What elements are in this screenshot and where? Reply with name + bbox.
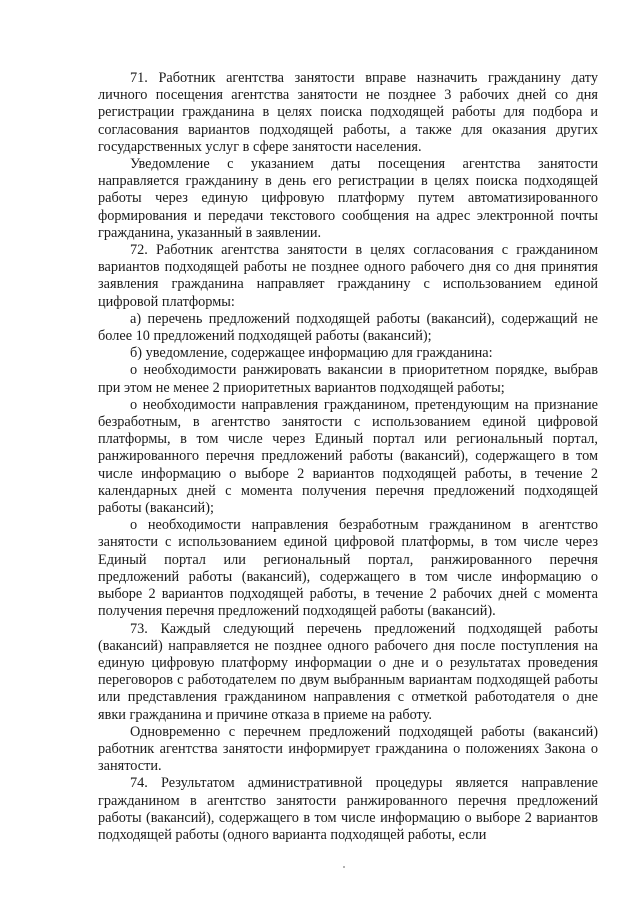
paragraph-notification: Уведомление с указанием даты посещения агентства занятости направляется гражданину в день его регистрации в целях поиска подходящей работы через единую цифровую платформу путем автоматизированного формирования и передачи текстового сообщения на адрес электронной почты гражданина, указанный в заявлении. xyxy=(98,156,598,241)
paragraph-72: 72. Работник агентства занятости в целях согласования с гражданином вариантов подходящей работы не позднее одного рабочего дня со дня принятия заявления гражданина направляет гражданину с использованием единой цифровой платформы: xyxy=(98,242,598,310)
paragraph-applicant-deadline: о необходимости направления гражданином, претендующим на признание безработным, в агентство занятости с использованием единой цифровой платформы, в том числе через Единый портал или региональный портал, ранжированного перечня предложений работы (вакансий), содержащего в том числе информацию о выборе 2 вариантов подходящей работы, в течение 2 календарных дней с момента получения перечня предложений подходящей работы (вакансий); xyxy=(98,396,598,517)
document-body xyxy=(98,70,598,844)
paragraph-unemployed-deadline: о необходимости направления безработным гражданином в агентство занятости с использованием единой цифровой платформы, в том числе через Единый портал или региональный портал, ранжированного перечня предложений работы (вакансий), содержащего в том числе информацию о выборе 2 вариантов подходящей работы, в течение 2 рабочих дней с момента получения перечня предложений подходящей работы (вакансий). xyxy=(98,517,598,620)
paragraph-73: 73. Каждый следующий перечень предложений подходящей работы (вакансий) направляется не позднее одного рабочего дня после поступления на единую цифровую платформу информации о дне и о результатах проведения переговоров с работодателем по двум выбранным вариантам подходящей работы или представления гражданином направления с отметкой работодателя о дне явки гражданина и причине отказа в приеме на работу. xyxy=(98,620,598,723)
paragraph-72-a: а) перечень предложений подходящей работы (вакансий), содержащий не более 10 предложений подходящей работы (вакансий); xyxy=(98,310,598,345)
paragraph-72-b: б) уведомление, содержащее информацию для гражданина: xyxy=(130,345,493,362)
scan-dot xyxy=(343,866,345,868)
paragraph-74: 74. Результатом административной процедуры является направление гражданином в агентство занятости ранжированного перечня предложений работы (вакансий), содержащего в том числе информацию о выборе 2 вариантов подходящей работы (одного варианта подходящей работы, если xyxy=(98,775,598,843)
paragraph-71: 71. Работник агентства занятости вправе назначить гражданину дату личного посещения агентства занятости не позднее 3 рабочих дней со дня регистрации гражданина в целях поиска подходящей работы для подбора и согласования вариантов подходящей работы, а также для оказания других государственных услуг в сфере занятости населения. xyxy=(98,70,598,155)
paragraph-law-info: Одновременно с перечнем предложений подходящей работы (вакансий) работник агентства занятости информирует гражданина о положениях Закона о занятости. xyxy=(98,723,598,775)
paragraph-ranking: о необходимости ранжировать вакансии в приоритетном порядке, выбрав при этом не менее 2 приоритетных вариантов подходящей работы; xyxy=(98,362,598,396)
